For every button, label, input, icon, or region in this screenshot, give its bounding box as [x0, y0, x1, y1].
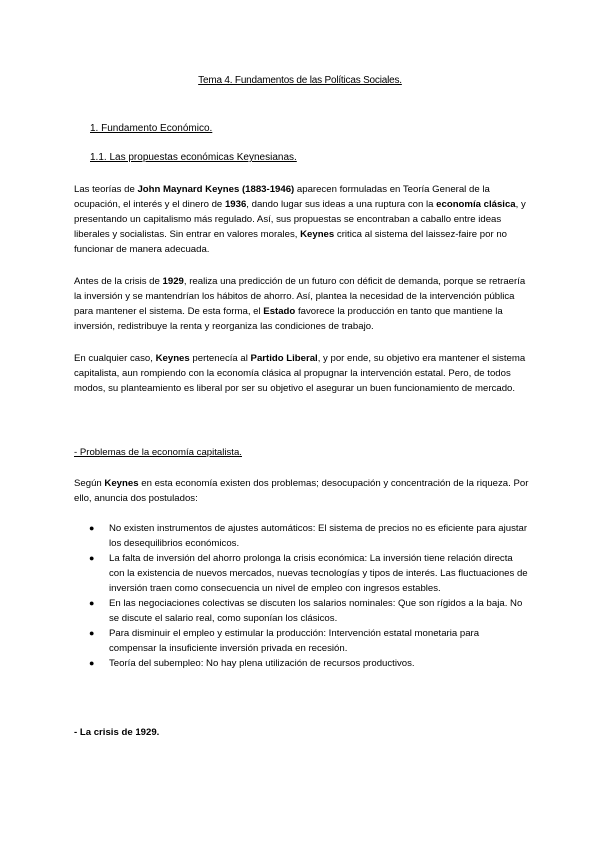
paragraph-two-problems: Según Keynes en esta economía existen dos problemas; desocupación y concentración de la riqueza. Por ello, anuncia dos postulados:	[74, 478, 529, 504]
bullet-icon: ●	[89, 598, 95, 608]
section-heading-1: 1. Fundamento Económico.	[90, 123, 213, 134]
bold-estado: Estado	[263, 306, 296, 317]
bullet-icon: ●	[89, 658, 95, 668]
list-item: ● Teoría del subempleo: No hay plena utilización de recursos productivos.	[89, 658, 415, 669]
bullet-icon: ●	[89, 628, 95, 638]
bold-keynes: Keynes	[155, 353, 190, 364]
bold-keynes-name: John Maynard Keynes (1883-1946)	[137, 184, 295, 195]
bold-partido-liberal: Partido Liberal	[250, 353, 318, 364]
subsection-heading-1-1: 1.1. Las propuestas económicas Keynesianas.	[90, 152, 297, 163]
bold-year-1936: 1936	[224, 199, 247, 210]
heading-problems: - Problemas de la economía capitalista.	[74, 447, 242, 458]
heading-crisis-1929: - La crisis de 1929.	[74, 727, 160, 738]
paragraph-keynes-theories: Las teorías de John Maynard Keynes (1883-1946) aparecen formuladas en Teoría General de la ocupación, el interés y el dinero de 1936, dando lugar sus ideas a una ruptura con la economía clásica, y presentando un capitalismo más regulado. Así, sus propuestas se encontraban a caballo entre ideas liberales y socialistas. Sin entrar en valores morales, Keynes critica al sistema del laissez-faire por no funcionar de manera adecuada.	[74, 184, 526, 255]
bold-keynes: Keynes	[104, 478, 139, 489]
list-item: ● No existen instrumentos de ajustes automáticos: El sistema de precios no es eficiente para ajustar los desequilibrios económicos.	[89, 523, 528, 549]
bold-economia-clasica: economía clásica	[436, 199, 516, 210]
list-item: ● La falta de inversión del ahorro prolonga la crisis económica: La inversión tiene relación directa con la existencia de nuevos mercados, nuevas tecnologías y tipos de interés. Las fluctuaciones de inversión traen como consecuencia un nivel de empleo con ingresos estables.	[89, 553, 528, 594]
postulates-list	[74, 521, 529, 671]
list-item: ● En las negociaciones colectivas se discuten los salarios nominales: Que son rígidos a la baja. No se discute el salario real, como suponían los clásicos.	[89, 598, 523, 624]
paragraph-crisis-prediction: Antes de la crisis de 1929, realiza una predicción de un futuro con déficit de demanda, porque se retraería la inversión y se mantendrían los hábitos de ahorro. Así, plantea la necesidad de la intervención pública para mantener el sistema. De esta forma, el Estado favorece la producción en tanto que mantiene la inversión, redistribuye la renta y reorganiza las condiciones de trabajo.	[74, 276, 526, 332]
paragraph-liberal-party: En cualquier caso, Keynes pertenecía al Partido Liberal, y por ende, su objetivo era mantener el sistema capitalista, aun rompiendo con la economía clásica al propugnar la intervención estatal. Pero, de todos modos, su planteamiento es liberal por ser su objetivo el asegurar un buen funcionamiento de mercado.	[74, 353, 526, 394]
list-item: ● Para disminuir el empleo y estimular la producción: Intervención estatal monetaria para compensar la insuficiente inversión privada en recesión.	[89, 628, 480, 654]
bold-keynes: Keynes	[300, 229, 335, 240]
document-title: Tema 4. Fundamentos de las Políticas Sociales.	[198, 75, 402, 86]
bold-year-1929: 1929	[162, 276, 184, 287]
bullet-icon: ●	[89, 553, 95, 563]
bullet-icon: ●	[89, 523, 95, 533]
